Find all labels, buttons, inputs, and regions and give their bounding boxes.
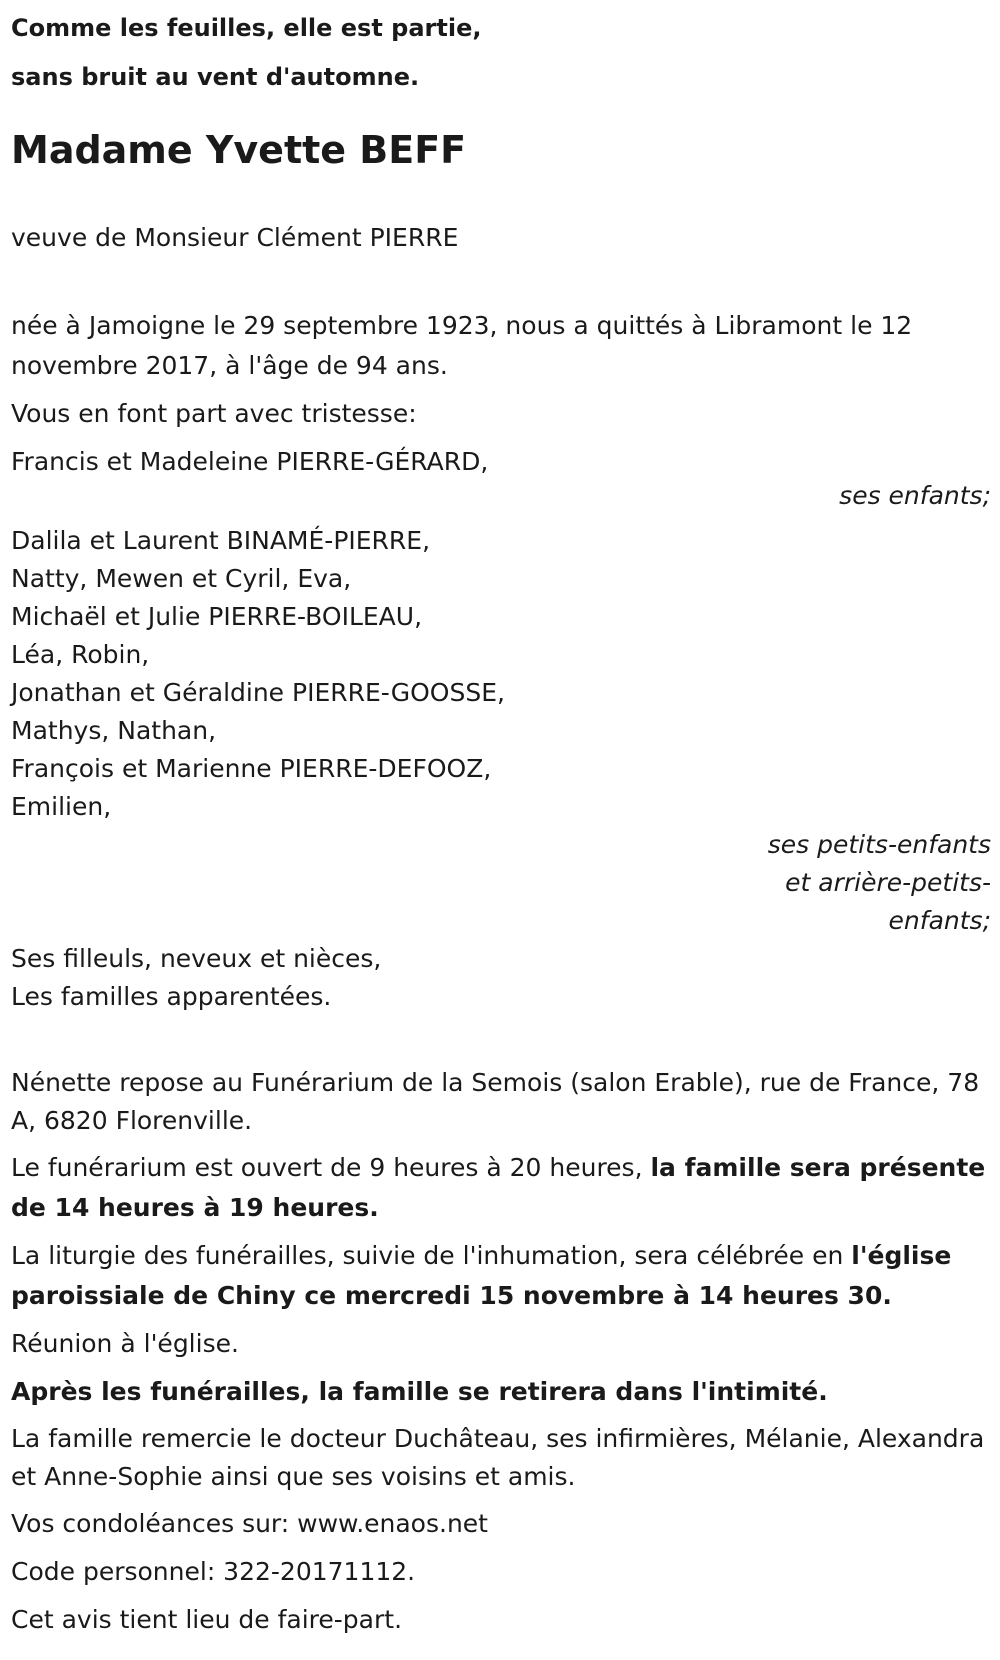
thanks: La famille remercie le docteur Duchâteau, ses infirmières, Mélanie, Alexandra et Anne-Sophie ainsi que ses voisins et amis. (11, 1424, 985, 1491)
others-line-2: Les familles apparentées. (11, 982, 332, 1011)
closing-note: Cet avis tient lieu de faire-part. (11, 1605, 403, 1634)
funerarium-hours (11, 1148, 991, 1228)
children-name: Francis et Madeleine PIERRE-GÉRARD, (11, 447, 489, 476)
epigraph-line-2: sans bruit au vent d'automne. (11, 63, 420, 91)
personal-code: Code personnel: 322-20171112. (11, 1557, 416, 1586)
deceased-name: Madame Yvette BEFF (11, 128, 467, 172)
announcement: Vous en font part avec tristesse: (11, 399, 417, 428)
liturgy-place-time: l'église paroissiale de Chiny ce mercredi 15 novembre à 14 heures 30. (11, 1241, 952, 1310)
liturgy-info (11, 1236, 991, 1316)
funerarium-hours-text: Le funérarium est ouvert de 9 heures à 20 heures, (11, 1153, 651, 1182)
liturgy-text: La liturgie des funérailles, suivie de l'inhumation, sera célébrée en (11, 1241, 852, 1270)
others-block (11, 940, 991, 1016)
grandchildren-role-line-1: ses petits-enfants (767, 830, 991, 859)
grandchildren-role (11, 826, 991, 940)
meeting-info: Réunion à l'église. (11, 1329, 239, 1358)
grandchild-family: Léa, Robin, (11, 640, 150, 669)
after-funeral (11, 1372, 991, 1412)
epigraph-line-1: Comme les feuilles, elle est partie, (11, 14, 482, 42)
after-funeral-text: Après les funérailles, la famille se retirera dans l'intimité. (11, 1377, 828, 1406)
children-role: ses enfants; (839, 481, 991, 510)
obituary-notice (11, 4, 991, 1640)
grandchildren-role-line-3: enfants; (888, 906, 991, 935)
grandchildren-block (11, 522, 991, 940)
grandchild-family: Jonathan et Géraldine PIERRE-GOOSSE, (11, 678, 505, 707)
grandchild-family: Emilien, (11, 792, 112, 821)
children-block (11, 442, 991, 516)
birth-death-info: née à Jamoigne le 29 septembre 1923, nous a quittés à Libramont le 12 novembre 2017, à l'âge de 94 ans. (11, 311, 913, 380)
grandchild-family: François et Marienne PIERRE-DEFOOZ, (11, 754, 492, 783)
grandchildren-role-line-2: et arrière-petits- (785, 868, 991, 897)
grandchild-family: Mathys, Nathan, (11, 716, 217, 745)
grandchild-family: Natty, Mewen et Cyril, Eva, (11, 564, 352, 593)
others-line-1: Ses filleuls, neveux et nièces, (11, 944, 382, 973)
condolences: Vos condoléances sur: www.enaos.net (11, 1509, 488, 1538)
rest-location: Nénette repose au Funérarium de la Semois (salon Erable), rue de France, 78 A, 6820 Florenville. (11, 1068, 980, 1135)
epigraph (11, 4, 991, 102)
family-presence: la famille sera présente de 14 heures à 19 heures. (11, 1153, 986, 1222)
grandchild-family: Dalila et Laurent BINAMÉ-PIERRE, (11, 526, 431, 555)
grandchild-family: Michaël et Julie PIERRE-BOILEAU, (11, 602, 423, 631)
widow-of: veuve de Monsieur Clément PIERRE (11, 223, 459, 252)
